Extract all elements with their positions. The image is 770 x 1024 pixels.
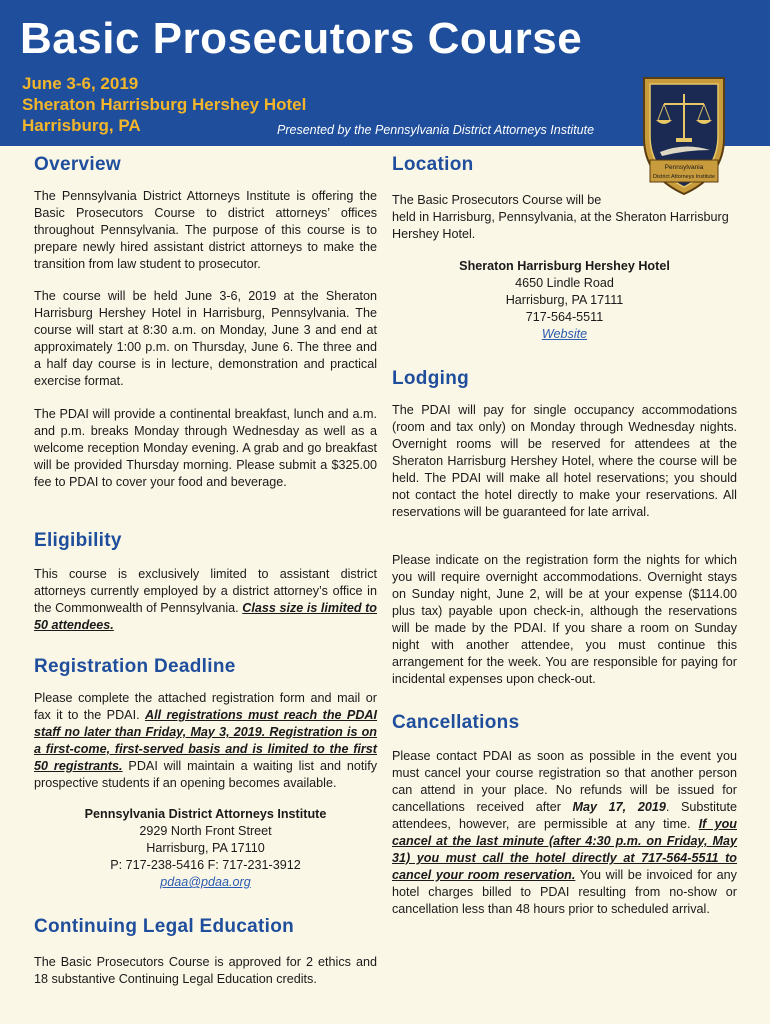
location-text-rest: held in Harrisburg, Pennsylvania, at the Sheraton Harrisburg Hershey Hotel. xyxy=(392,210,729,241)
cancellations-body-1: Please contact PDAI as soon as possible in the event you must cancel your course registration so that another person can attend in your place. No refunds will be issued for cancellations received after xyxy=(392,749,737,814)
pdai-address-block xyxy=(34,806,377,891)
hotel-phone: 717-564-5511 xyxy=(525,310,604,324)
hotel-website-link[interactable]: Website xyxy=(541,327,588,341)
registration-body-1: Please complete the attached registration form and mail or fax it to the PDAI. xyxy=(34,691,377,722)
seal-text-line2: District Attorneys Institute xyxy=(652,174,716,180)
pdai-street: 2929 North Front Street xyxy=(139,824,272,838)
pdai-seal-logo xyxy=(636,76,732,196)
cancellations-last-minute: If you cancel at the last minute (after 4:30 p.m. on Friday, May 31) you must call the hotel directly at 717-564-5511 to cancel your room reservation. xyxy=(392,817,737,882)
lodging-paragraph-1: The PDAI will pay for single occupancy accommodations (room and tax only) on Monday through Wednesday nights. Overnight rooms will be reserved for attendees at the Sheraton Harrisburg Hershey Hotel, where the course will be held. The PDAI will make all hotel reservations; you should not contact the hotel directly to make your reservations. All reservations will be guaranteed for late arrival. xyxy=(392,403,737,519)
course-dates: June 3-6, 2019 xyxy=(22,74,139,93)
lodging-paragraph-2: Please indicate on the registration form the nights for which you will require overnight accommodations. Overnight stays on Sunday night, June 2, will be at your expense ($114.00 plus tax) payable upon check-in, although the reservations will be made by the PDAI. If you share a room on Sunday night with another attendee, you must continue this arrangement for the week. You are responsible for paying for incidental expenses upon check-out. xyxy=(392,553,737,686)
registration-deadline: All registrations must reach the PDAI staff no later than Friday, May 3, 2019. Registration is on a first-come, first-served basis and is limited to the first 50 registrants. xyxy=(34,708,378,773)
course-venue: Sheraton Harrisburg Hershey Hotel xyxy=(22,95,307,114)
eligibility-body: This course is exclusively limited to assistant district attorneys currently employed by a district attorney’s office in the Commonwealth of Pennsylvania. xyxy=(34,567,377,615)
location-text-line1: The Basic Prosecutors Course will be xyxy=(392,193,602,207)
eligibility-heading: Eligibility xyxy=(34,530,122,551)
cancellations-heading: Cancellations xyxy=(392,712,520,733)
seal-text-line1: Pennsylvania xyxy=(664,164,704,171)
cancellations-date: May 17, 2019 xyxy=(572,800,666,814)
page-title: Basic Prosecutors Course xyxy=(20,14,583,63)
cancellations-body-3: You will be invoiced for any hotel charges billed to PDAI resulting from no-show or cancellation less than 48 hours prior to scheduled arrival. xyxy=(392,868,737,916)
presented-by: Presented by the Pennsylvania District Attorneys Institute xyxy=(277,123,595,137)
registration-heading: Registration Deadline xyxy=(34,656,236,677)
overview-paragraph-3: The PDAI will provide a continental breakfast, lunch and a.m. and p.m. breaks Monday through Wednesday as well as a welcome reception Monday evening. A grab and go breakfast will be provided Thursday morning. Please submit a $325.00 fee to PDAI to cover your food and beverage. xyxy=(34,407,377,489)
pdai-city: Harrisburg, PA 17110 xyxy=(146,841,265,855)
hotel-city: Harrisburg, PA 17111 xyxy=(505,293,624,307)
pdai-name: Pennsylvania District Attorneys Institute xyxy=(84,807,327,821)
registration-text xyxy=(34,690,377,792)
cancellations-text xyxy=(392,748,737,918)
eligibility-class-size: Class size is limited to 50 attendees. xyxy=(34,601,377,632)
cle-text: The Basic Prosecutors Course is approved for 2 ethics and 18 substantive Continuing Legal Education credits. xyxy=(34,955,377,986)
registration-body-2: PDAI will maintain a waiting list and notify prospective students if an opening becomes available. xyxy=(34,759,377,790)
eligibility-text xyxy=(34,566,377,634)
pdai-email-link[interactable]: pdaa@pdaa.org xyxy=(160,875,251,889)
hotel-address-block xyxy=(392,258,737,343)
overview-heading: Overview xyxy=(34,154,121,175)
lodging-heading: Lodging xyxy=(392,368,470,389)
overview-paragraph-2: The course will be held June 3-6, 2019 at the Sheraton Harrisburg Hershey Hotel in Harrisburg, Pennsylvania. The course will start at 8:30 a.m. on Monday, June 3 and end at approximately 1:00 p.m. on Thursday, June 6. The three and a half day course is in lecture, demonstration and practical exercise format. xyxy=(34,289,377,388)
cancellations-body-2: . Substitute attendees, however, are permissible at any time. xyxy=(392,800,737,831)
pdai-phone-fax: P: 717-238-5416 F: 717-231-3912 xyxy=(110,858,301,872)
overview-paragraph-1: The Pennsylvania District Attorneys Institute is offering the Basic Prosecutors Course to district attorneys’ offices throughout Pennsylvania. The purpose of this course is to prepare newly hired assistant district attorneys to make the transition from law student to prosecutor. xyxy=(34,189,377,271)
hotel-street: 4650 Lindle Road xyxy=(515,276,614,290)
cle-heading: Continuing Legal Education xyxy=(34,916,295,937)
location-heading: Location xyxy=(392,154,474,175)
course-city: Harrisburg, PA xyxy=(22,116,141,135)
hotel-name: Sheraton Harrisburg Hershey Hotel xyxy=(459,259,670,273)
